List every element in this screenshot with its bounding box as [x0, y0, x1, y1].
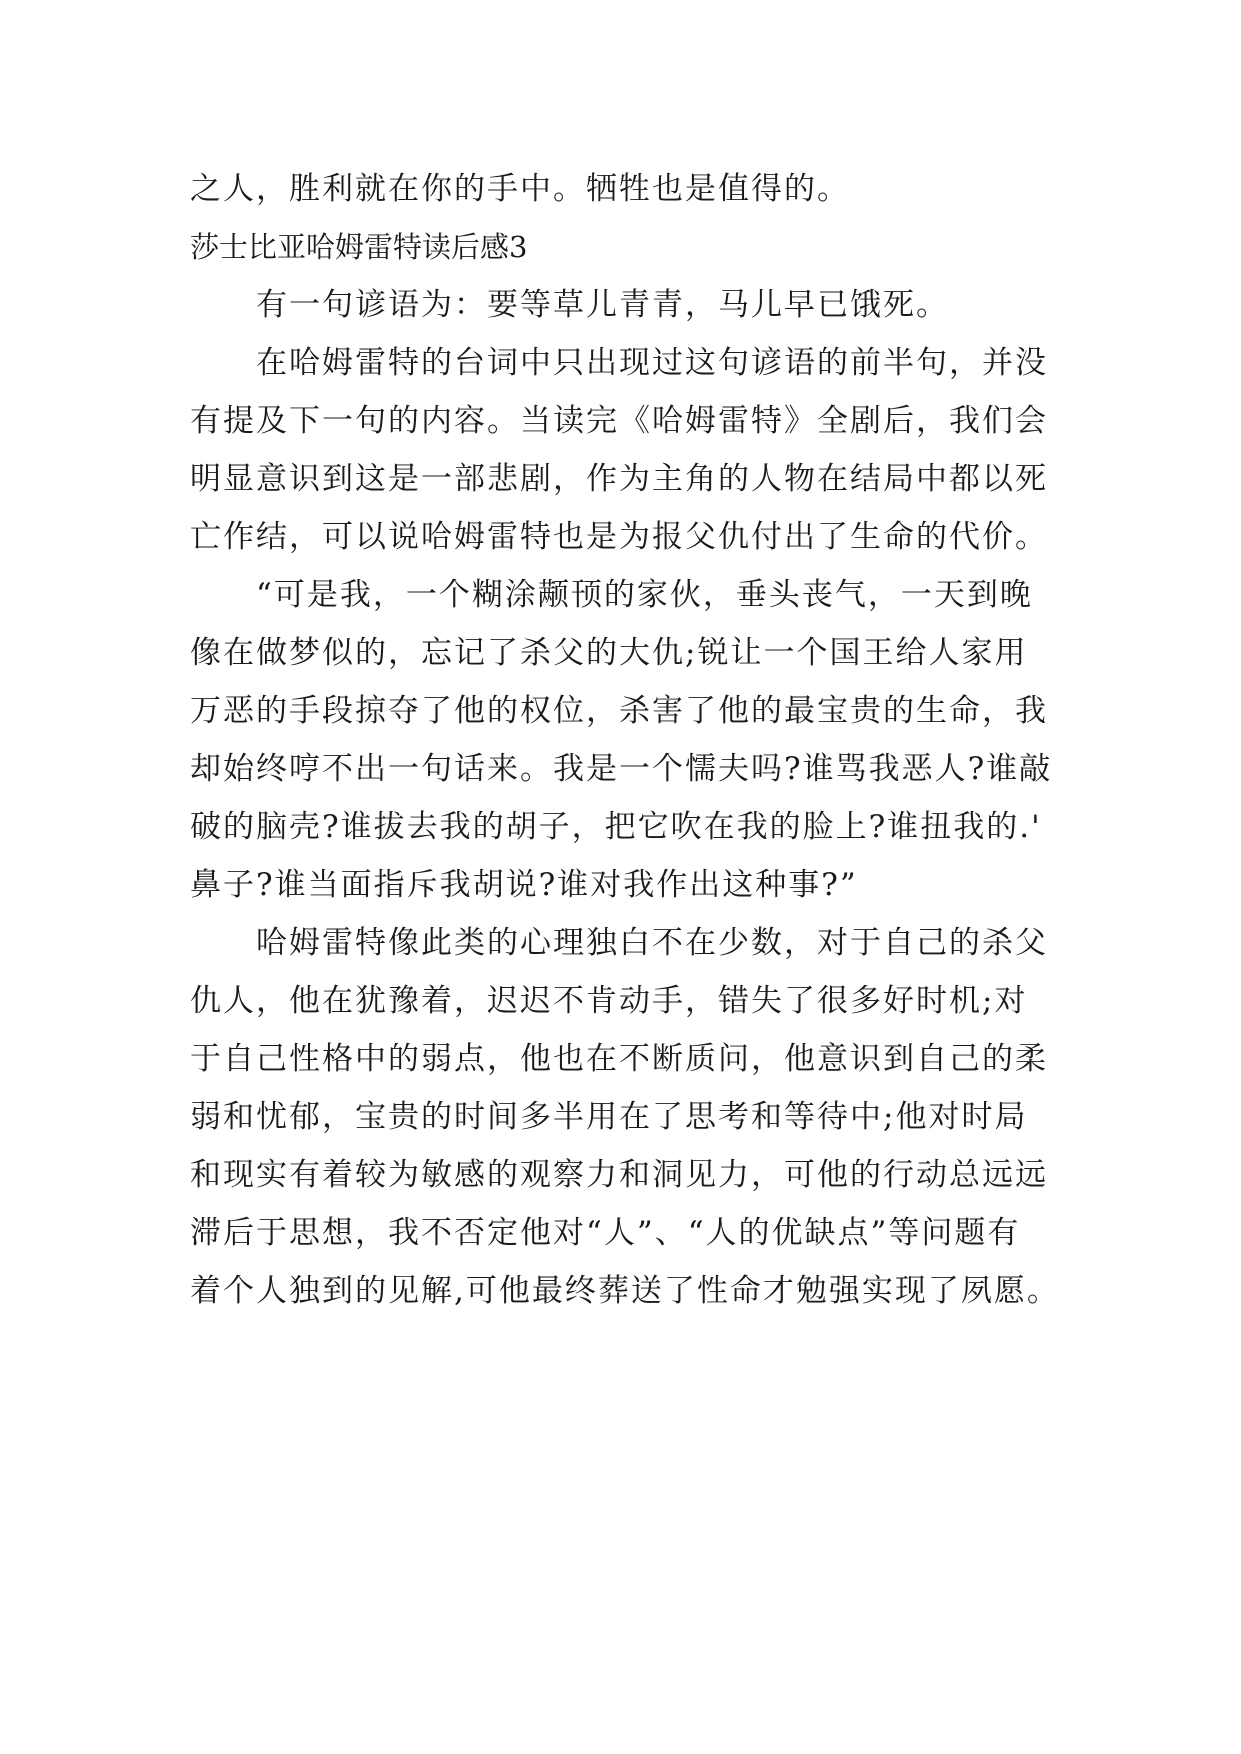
text-line: 和现实有着较为敏感的观察力和洞见力，可他的行动总远远 [190, 1157, 1048, 1193]
text-line: 亡作结，可以说哈姆雷特也是为报父仇付出了生命的代价。 [190, 519, 1048, 555]
document-body [190, 160, 1070, 1320]
text-line: 在哈姆雷特的台词中只出现过这句谚语的前半句，并没 [256, 345, 1048, 381]
section-heading: 莎士比亚哈姆雷特读后感3 [190, 230, 528, 264]
text-line: 却始终哼不出一句话来。我是一个懦夫吗?谁骂我恶人?谁敲 [190, 751, 1053, 787]
text-line: 仇人，他在犹豫着，迟迟不肯动手，错失了很多好时机;对 [190, 983, 1028, 1019]
text-line: 有一句谚语为：要等草儿青青，马儿早已饿死。 [256, 287, 949, 323]
text-line: 破的脑壳?谁拔去我的胡子，把它吹在我的脸上?谁扭我的.' [190, 809, 1042, 845]
text-line: 鼻子?谁当面指斥我胡说?谁对我作出这种事?” [190, 867, 858, 903]
text-line: 万恶的手段掠夺了他的权位，杀害了他的最宝贵的生命，我 [190, 693, 1048, 729]
text-line: 弱和忧郁，宝贵的时间多半用在了思考和等待中;他对时局 [190, 1099, 1028, 1135]
text-line: “可是我，一个糊涂颟顸的家伙，垂头丧气，一天到晚 [256, 577, 1033, 613]
text-line: 明显意识到这是一部悲剧，作为主角的人物在结局中都以死 [190, 461, 1048, 497]
text-line: 着个人独到的见解,可他最终葬送了性命才勉强实现了夙愿。 [190, 1273, 1060, 1309]
text-line: 之人，胜利就在你的手中。牺牲也是值得的。 [190, 171, 850, 207]
text-line: 有提及下一句的内容。当读完《哈姆雷特》全剧后，我们会 [190, 403, 1048, 439]
text-line: 像在做梦似的，忘记了杀父的大仇;锐让一个国王给人家用 [190, 635, 1028, 671]
text-line: 哈姆雷特像此类的心理独白不在少数，对于自己的杀父 [256, 925, 1048, 961]
text-line: 滞后于思想，我不否定他对“人”、“人的优缺点”等问题有 [190, 1215, 1021, 1251]
text-line: 于自己性格中的弱点，他也在不断质问，他意识到自己的柔 [190, 1041, 1048, 1077]
